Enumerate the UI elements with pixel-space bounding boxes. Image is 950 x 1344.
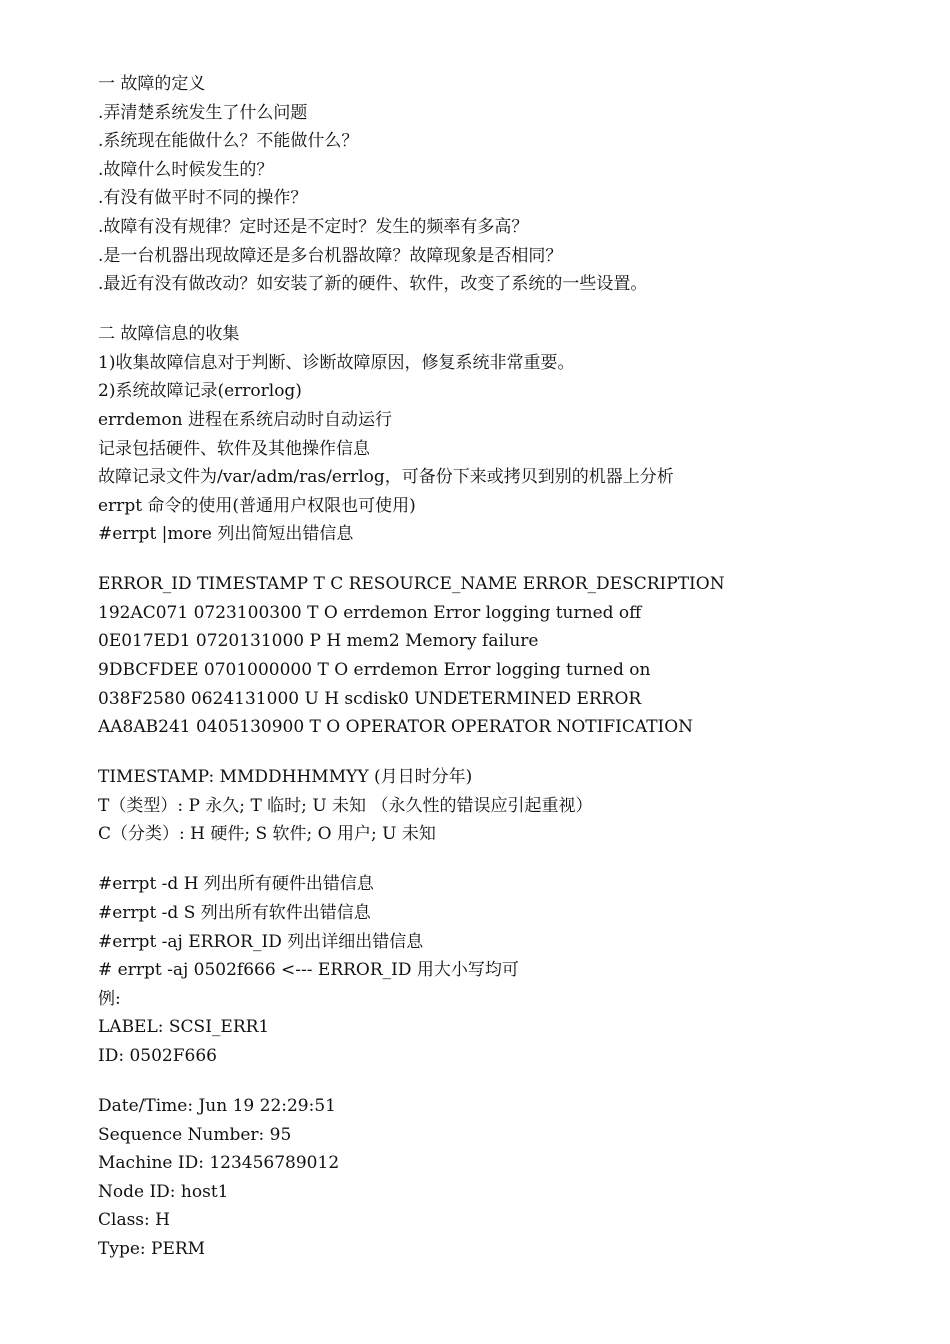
errpt-table-row: 192AC071 0723100300 T O errdemon Error logging turned off bbox=[98, 602, 642, 623]
section2-line: errdemon 进程在系统启动时自动运行 bbox=[98, 409, 392, 430]
paragraph-gap bbox=[98, 742, 918, 763]
document-page bbox=[98, 70, 918, 1264]
section1-item: .系统现在能做什么？不能做什么？ bbox=[98, 131, 359, 152]
section2-heading: 二 故障信息的收集 bbox=[98, 324, 240, 345]
detail-line: Node ID: host1 bbox=[98, 1181, 229, 1202]
section1-item: .是一台机器出现故障还是多台机器故障？故障现象是否相同？ bbox=[98, 245, 563, 266]
detail-line: Date/Time: Jun 19 22:29:51 bbox=[98, 1095, 336, 1116]
paragraph-gap bbox=[98, 299, 918, 320]
command-line: ID: 0502F666 bbox=[98, 1045, 217, 1066]
errpt-table-header: ERROR_ID TIMESTAMP T C RESOURCE_NAME ERROR_DESCRIPTION bbox=[98, 574, 725, 595]
errpt-table-row: AA8AB241 0405130900 T O OPERATOR OPERATOR NOTIFICATION bbox=[98, 717, 694, 738]
command-line: #errpt -aj ERROR_ID 列出详细出错信息 bbox=[98, 931, 424, 952]
section1-item: .弄清楚系统发生了什么问题 bbox=[98, 102, 308, 123]
section1-heading: 一 故障的定义 bbox=[98, 74, 206, 94]
command-line: #errpt -d H 列出所有硬件出错信息 bbox=[98, 874, 374, 895]
errpt-table-row: 0E017ED1 0720131000 P H mem2 Memory failure bbox=[98, 631, 539, 652]
section1-item: .最近有没有做改动？如安装了新的硬件、软件，改变了系统的一些设置。 bbox=[98, 274, 648, 295]
errpt-table-row: 038F2580 0624131000 U H scdisk0 UNDETERMINED ERROR bbox=[98, 688, 642, 709]
command-line: 例: bbox=[98, 988, 121, 1009]
detail-line: Type: PERM bbox=[98, 1238, 206, 1259]
section2-line: 1)收集故障信息对于判断、诊断故障原因，修复系统非常重要。 bbox=[98, 352, 575, 373]
detail-line: Sequence Number: 95 bbox=[98, 1124, 292, 1145]
section2-line: #errpt |more 列出简短出错信息 bbox=[98, 524, 354, 545]
section2-line: errpt 命令的使用(普通用户权限也可使用) bbox=[98, 495, 416, 516]
section2-line: 故障记录文件为/var/adm/ras/errlog，可备份下来或拷贝到别的机器上分析 bbox=[98, 467, 674, 488]
legend-line: TIMESTAMP: MMDDHHMMYY (月日时分年) bbox=[98, 767, 473, 788]
paragraph-gap bbox=[98, 1071, 918, 1092]
command-line: # errpt -aj 0502f666 <--- ERROR_ID 用大小写均可 bbox=[98, 960, 519, 981]
command-line: LABEL: SCSI_ERR1 bbox=[98, 1017, 270, 1038]
paragraph-gap bbox=[98, 549, 918, 570]
detail-line: Class: H bbox=[98, 1210, 170, 1231]
section1-item: .故障有没有规律？定时还是不定时？发生的频率有多高？ bbox=[98, 216, 529, 237]
legend-line: T（类型）: P 永久; T 临时; U 未知 （永久性的错误应引起重视） bbox=[98, 795, 593, 816]
command-line: #errpt -d S 列出所有软件出错信息 bbox=[98, 903, 371, 923]
detail-line: Machine ID: 123456789012 bbox=[98, 1153, 340, 1174]
section1-item: .有没有做平时不同的操作？ bbox=[98, 188, 308, 209]
legend-line: C（分类）: H 硬件; S 软件; O 用户; U 未知 bbox=[98, 824, 436, 845]
errpt-table-row: 9DBCFDEE 0701000000 T O errdemon Error logging turned on bbox=[98, 660, 651, 681]
paragraph-gap bbox=[98, 849, 918, 870]
section2-line: 2)系统故障记录(errorlog) bbox=[98, 381, 302, 402]
section1-item: .故障什么时候发生的？ bbox=[98, 159, 274, 180]
section2-line: 记录包括硬件、软件及其他操作信息 bbox=[98, 438, 370, 459]
